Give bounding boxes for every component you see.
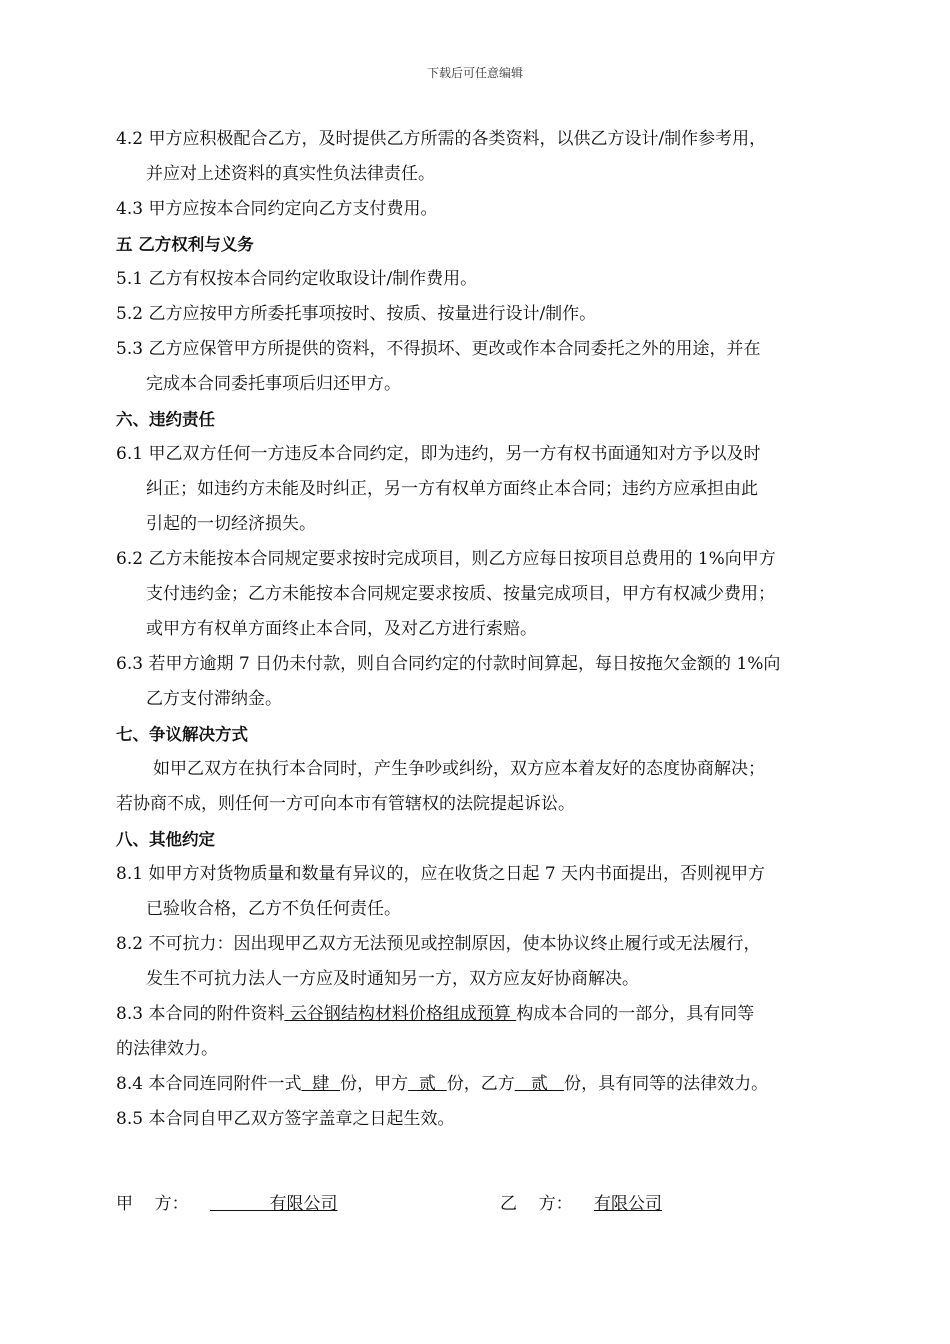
clause-6-1-line-1: 6.1 甲乙双方任何一方违反本合同约定，即为违约，另一方有权书面通知对方予以及时 bbox=[116, 444, 761, 464]
clause-8-4-text-c: 份，乙方 bbox=[446, 1074, 515, 1094]
section-7-heading: 七、争议解决方式 bbox=[116, 725, 248, 744]
signature-block bbox=[116, 1188, 856, 1220]
clause-6-3-line-1: 6.3 若甲方逾期 7 日仍未付款，则自合同约定的付款时间算起，每日按拖欠金额的 1%向 bbox=[116, 654, 781, 674]
party-a-label: 甲 方： bbox=[116, 1194, 189, 1214]
clause-8-4-text-a: 8.4 本合同连同附件一式 bbox=[116, 1074, 302, 1094]
clause-6-3-line-2: 乙方支付滞纳金。 bbox=[146, 689, 282, 709]
section-7-line-1: 如甲乙双方在执行本合同时，产生争吵或纠纷，双方应本着友好的态度协商解决； bbox=[153, 759, 765, 779]
attachment-name-field: 云谷钢结构材料价格组成预算 bbox=[284, 1004, 517, 1024]
clause-6-2-line-2: 支付违约金；乙方未能按本合同规定要求按质、按量完成项目，甲方有权减少费用； bbox=[146, 584, 775, 604]
party-a-copies-field: 贰 bbox=[408, 1074, 447, 1094]
section-8-heading: 八、其他约定 bbox=[116, 830, 215, 849]
party-b-label: 乙 方： bbox=[500, 1194, 573, 1214]
clause-8-2-line-1: 8.2 不可抗力：因出现甲乙双方无法预见或控制原因，使本协议终止履行或无法履行， bbox=[116, 934, 761, 954]
section-6-heading: 六、违约责任 bbox=[116, 410, 215, 429]
clause-8-1-line-2: 已验收合格，乙方不负任何责任。 bbox=[146, 899, 401, 919]
clause-8-3-suffix: 构成本合同的一部分，具有同等 bbox=[516, 1004, 755, 1024]
contract-body bbox=[116, 122, 856, 1137]
clause-4-2-line-2: 并应对上述资料的真实性负法律责任。 bbox=[146, 164, 435, 184]
clause-5-3-line-2: 完成本合同委托事项后归还甲方。 bbox=[146, 374, 401, 394]
clause-5-3-line-1: 5.3 乙方应保管甲方所提供的资料，不得损坏、更改或作本合同委托之外的用途，并在 bbox=[116, 339, 761, 359]
party-a-signature-field: 有限公司 bbox=[210, 1194, 338, 1214]
clause-8-2-line-2: 发生不可抗力法人一方应及时通知另一方，双方应友好协商解决。 bbox=[146, 969, 639, 989]
clause-4-2-line-1: 4.2 甲方应积极配合乙方，及时提供乙方所需的各类资料，以供乙方设计/制作参考用， bbox=[116, 129, 767, 149]
clause-8-3-line-2: 的法律效力。 bbox=[116, 1039, 218, 1059]
section-7-line-2: 若协商不成，则任何一方可向本市有管辖权的法院提起诉讼。 bbox=[116, 794, 575, 814]
clause-4-3: 4.3 甲方应按本合同约定向乙方支付费用。 bbox=[116, 199, 438, 219]
section-5-heading: 五 乙方权利与义务 bbox=[116, 235, 254, 254]
clause-8-4-text-d: 份，具有同等的法律效力。 bbox=[564, 1074, 769, 1094]
clause-8-4 bbox=[116, 1067, 856, 1102]
clause-5-1: 5.1 乙方有权按本合同约定收取设计/制作费用。 bbox=[116, 269, 478, 289]
party-b-copies-field: 贰 bbox=[514, 1074, 565, 1094]
clause-8-1-line-1: 8.1 如甲方对货物质量和数量有异议的，应在收货之日起 7 天内书面提出，否则视甲方 bbox=[116, 864, 766, 884]
party-b-signature-field: 有限公司 bbox=[594, 1194, 662, 1214]
clause-8-5: 8.5 本合同自甲乙双方签字盖章之日起生效。 bbox=[116, 1109, 455, 1129]
clause-6-1-line-3: 引起的一切经济损失。 bbox=[146, 514, 316, 534]
clause-6-2-line-1: 6.2 乙方未能按本合同规定要求按时完成项目，则乙方应每日按项目总费用的 1%向甲方 bbox=[116, 549, 776, 569]
clause-6-1-line-2: 纠正；如违约方未能及时纠正，另一方有权单方面终止本合同；违约方应承担由此 bbox=[146, 479, 758, 499]
total-copies-field: 肆 bbox=[301, 1074, 341, 1094]
clause-8-3-prefix: 8.3 本合同的附件资料 bbox=[116, 1004, 285, 1024]
clause-6-2-line-3: 或甲方有权单方面终止本合同，及对乙方进行索赔。 bbox=[146, 619, 537, 639]
clause-8-4-text-b: 份，甲方 bbox=[340, 1074, 409, 1094]
clause-5-2: 5.2 乙方应按甲方所委托事项按时、按质、按量进行设计/制作。 bbox=[116, 304, 597, 324]
page-header-note: 下载后可任意编辑 bbox=[426, 66, 523, 80]
clause-8-3-line-1 bbox=[116, 997, 856, 1032]
